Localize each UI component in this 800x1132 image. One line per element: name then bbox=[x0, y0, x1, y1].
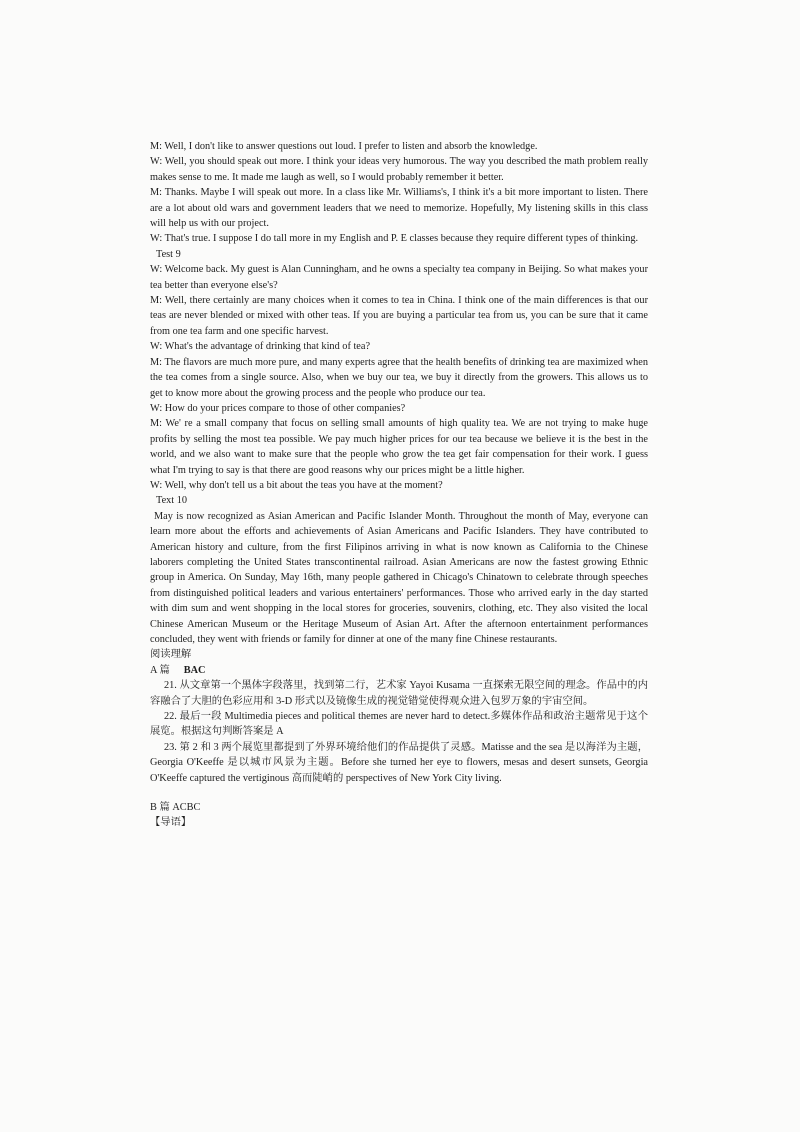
dialogue-line: W: How do your prices compare to those of other companies? bbox=[150, 402, 406, 414]
text10-body: May is now recognized as Asian American and Pacific Islander Month. Throughout the month of May, everyone can learn more about the efforts and achievements of Asian Americans and Pacific Islanders. They have contributed to American history and culture, from the first Filipinos arriving in what is now known as California to the Chinese laborers completing the United States transcontinental railroad. Asian Americans are now the fastest growing Ethnic group in America. On Sunday, May 16th, many people gathered in Chicago's Chinatown to celebrate through speeches from distinguished political leaders and various entertainers' performances. Those who arrived early in the day started with dim sum and went shopping in the local stores for groceries, souvenirs, clothing, etc. They also visited the local Chinese American Museum or the Heritage Museum of Asian Art. After the afternoon entertainment performances concluded, they went with friends or family for dinner at one of the many fine Chinese restaurants. bbox=[150, 510, 648, 645]
explanation-21: 21. 从文章第一个黑体字段落里，找到第二行，艺术家 Yayoi Kusama 一直探索无限空间的理念。作品中的内容融合了大胆的色彩应用和 3-D 形式以及镜像生成的视觉错觉使得观众进入包罗万象的宇宙空间。 bbox=[150, 680, 648, 707]
document-body bbox=[150, 139, 648, 831]
test9-heading: Test 9 bbox=[156, 248, 181, 260]
dialogue-line: M: Well, there certainly are many choices when it comes to tea in China. I think one of the main differences is that our teas are never blended or mixed with other teas. If you are buying a particular tea from us, you can be sure that it came from one tea farm and one specific harvest. bbox=[150, 295, 648, 337]
section-a-answer-key: BAC bbox=[183, 664, 206, 676]
section-b-answers bbox=[150, 800, 648, 815]
dialogue-line: W: That's true. I suppose I do tall more in my English and P. E classes because they require different types of thinking. bbox=[150, 233, 639, 245]
dialogue-line: M: Thanks. Maybe I will speak out more. In a class like Mr. Williams's, I think it's a bit more important to listen. There are a lot about old wars and government leaders that we need to memorize. Hopefully, My listening skills in this class will help us with our project. bbox=[150, 187, 648, 230]
dialogue-line: M: The flavors are much more pure, and many experts agree that the health benefits of drinking tea are maximized when the tea comes from a single source. Also, when we buy our tea, we buy it directly from the growers. This allows us to get to know more about the growing process and the people who produce our tea. bbox=[150, 356, 648, 399]
section-b-label: B 篇 bbox=[150, 802, 170, 814]
guide-label: 【导语】 bbox=[150, 817, 192, 829]
explanation-22: 22. 最后一段 Multimedia pieces and political themes are never hard to detect.多媒体作品和政治主题常见于这个展览。根据这句判断答案是 A bbox=[150, 711, 648, 738]
section-a-answers bbox=[150, 663, 648, 678]
text10-heading: Text 10 bbox=[156, 495, 188, 507]
section-a-label: A 篇 bbox=[150, 664, 170, 676]
dialogue-line: W: Well, you should speak out more. I think your ideas very humorous. The way you described the math problem really makes sense to me. It made me laugh as well, so I would probably remember it better. bbox=[150, 156, 648, 183]
reading-heading: 阅读理解 bbox=[150, 649, 192, 661]
section-b-answer-key: ACBC bbox=[172, 802, 201, 814]
spacer bbox=[150, 786, 648, 800]
explanation-23: 23. 第 2 和 3 两个展览里都提到了外界环境给他们的作品提供了灵感。Matisse and the sea 是以海洋为主题，Georgia O'Keeffe 是以城市风景为主题。Before she turned her eye to flowers, mesas and desert sunsets, Georgia O'Keeffe captured the vertiginous 高而陡峭的 perspectives of New York City living. bbox=[150, 741, 648, 784]
dialogue-line: M: Well, I don't like to answer questions out loud. I prefer to listen and absorb the knowledge. bbox=[150, 141, 538, 152]
dialogue-line: M: We' re a small company that focus on selling small amounts of high quality tea. We are not trying to make huge profits by selling the most tea possible. We pay much higher prices for our tea because we believe it is the best in the world, and we also want to make sure that the people who grow the tea get fair compensation for their work. I guess what I'm trying to say is that there are good reasons why our prices might be a little higher. bbox=[150, 418, 648, 476]
dialogue-line: W: Well, why don't tell us a bit about the teas you have at the moment? bbox=[150, 479, 443, 491]
dialogue-line: W: What's the advantage of drinking that kind of tea? bbox=[150, 341, 371, 353]
dialogue-line: W: Welcome back. My guest is Alan Cunningham, and he owns a specialty tea company in Beijing. So what makes your tea better than everyone else's? bbox=[150, 264, 648, 291]
